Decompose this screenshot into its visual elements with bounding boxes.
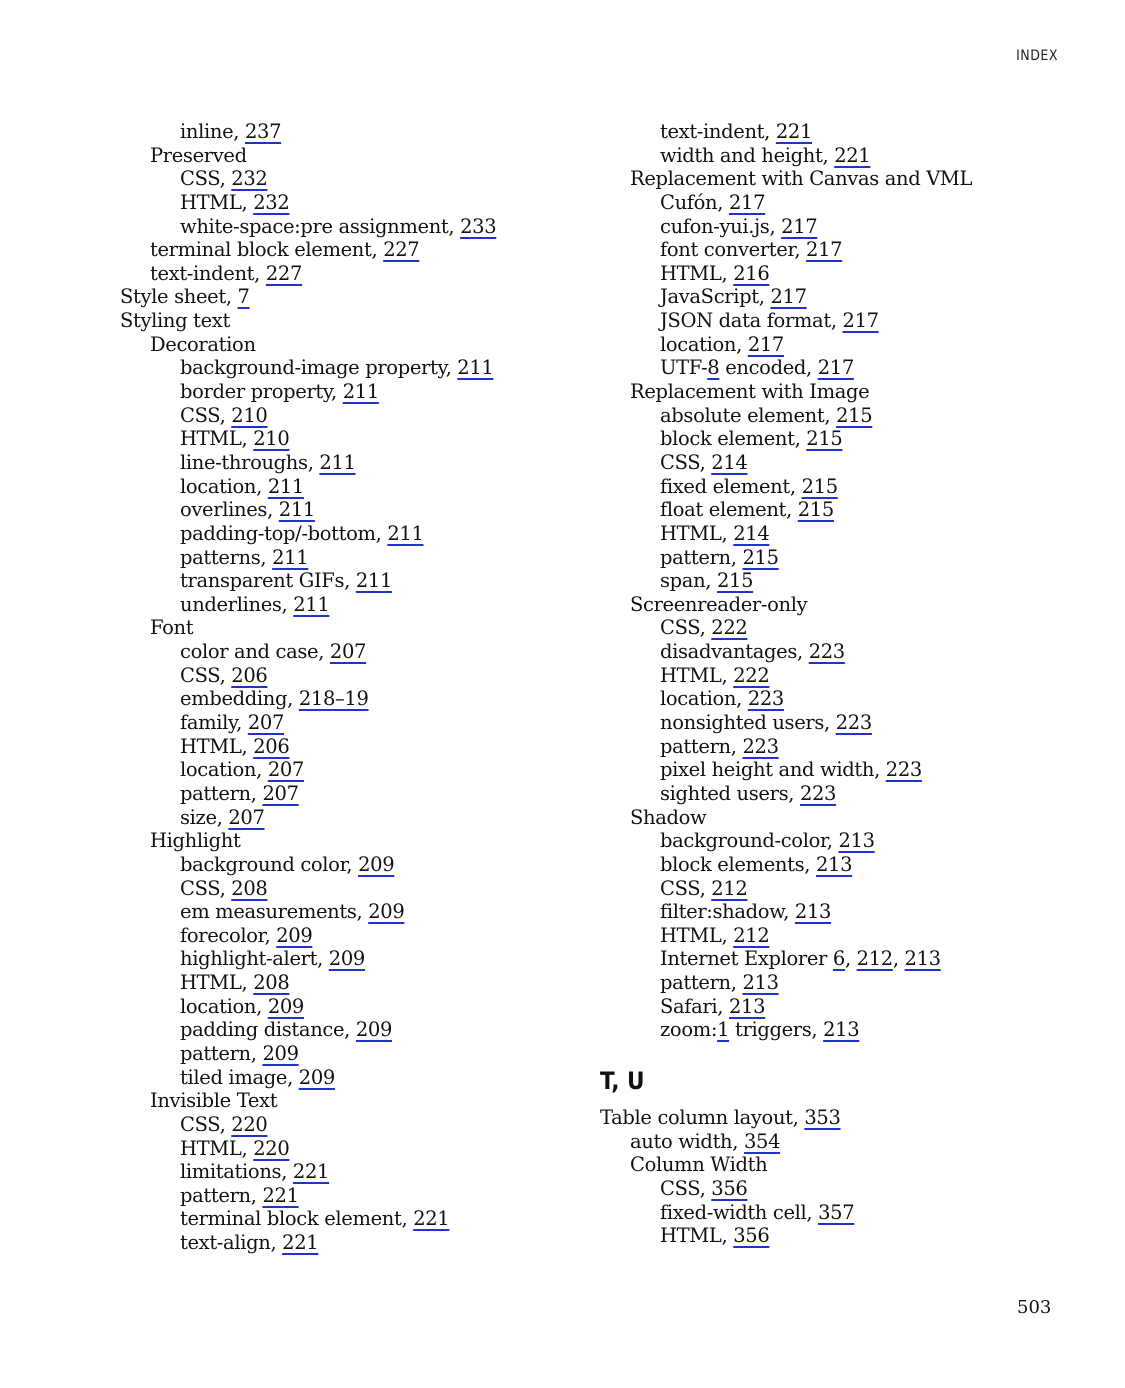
index-entry: fixed-width cell, 357 [660, 1200, 855, 1224]
index-entry: pattern, 209 [180, 1041, 299, 1065]
index-term: Preserved [150, 143, 247, 167]
index-term: Replacement with Canvas and VML [630, 167, 973, 191]
index-entry: CSS, 356 [660, 1176, 748, 1200]
page-reference-link[interactable]: 207 [329, 640, 367, 664]
page-reference-link[interactable]: 356 [711, 1176, 748, 1200]
index-entry: zoom:1 triggers, 213 [660, 1018, 860, 1042]
page-reference-link[interactable]: 213 [729, 994, 766, 1018]
index-entry: location, 207 [180, 758, 304, 782]
index-term: underlines [180, 592, 282, 616]
page-reference-link[interactable]: 227 [383, 238, 420, 262]
page-reference-link[interactable]: 357 [818, 1200, 855, 1224]
index-term: location [180, 474, 257, 498]
page-reference-link[interactable]: 215 [797, 498, 834, 522]
page-reference-link[interactable]: 213 [823, 1018, 860, 1042]
page-reference-link[interactable]: 210 [253, 427, 290, 451]
page-reference-link[interactable]: 215 [806, 427, 843, 451]
index-entry: padding-top/-bottom, 211 [180, 521, 424, 545]
page-reference-link[interactable]: 220 [231, 1112, 268, 1136]
index-term: width and height [660, 143, 823, 167]
index-term: pattern [180, 1183, 251, 1207]
index-term: background color [180, 852, 347, 876]
page-reference-link[interactable]: 220 [253, 1136, 290, 1160]
page-reference-link[interactable]: 223 [747, 687, 784, 711]
page-reference-link[interactable]: 209 [368, 900, 405, 924]
page-reference-link[interactable]: 212 [733, 923, 770, 947]
page-reference-link[interactable]: 353 [804, 1105, 841, 1129]
page-reference-link[interactable]: 209 [298, 1065, 335, 1089]
page-reference-link[interactable]: 209 [328, 947, 365, 971]
index-term: CSS [180, 167, 220, 191]
index-term: pixel height and width [660, 758, 875, 782]
page-reference-link[interactable]: 223 [742, 734, 779, 758]
index-term: Table column layout [600, 1105, 793, 1129]
index-term: CSS [180, 663, 220, 687]
page-reference-link[interactable]: 207 [228, 805, 265, 829]
index-entry: CSS, 222 [660, 616, 748, 640]
index-entry: UTF-8 encoded, 217 [660, 356, 854, 380]
index-entry: HTML, 220 [180, 1136, 290, 1160]
index-entry: location, 211 [180, 474, 304, 498]
index-entry [120, 333, 496, 357]
index-entry: pattern, 207 [180, 781, 299, 805]
index-term: HTML [660, 923, 722, 947]
page-reference-link[interactable]: 223 [808, 640, 845, 664]
index-entry: pixel height and width, 223 [660, 758, 922, 782]
index-entry: filter:shadow, 213 [660, 900, 832, 924]
index-term: absolute element [660, 403, 825, 427]
index-entry: HTML, 210 [180, 427, 290, 451]
index-term: pattern [660, 734, 731, 758]
page-reference-link[interactable]: 1 [717, 1018, 730, 1042]
index-term: Cufón [660, 190, 718, 214]
index-entry: border property, 211 [180, 380, 379, 404]
index-term: family [180, 711, 237, 735]
index-term: transparent GIFs [180, 569, 345, 593]
index-entry: text-indent, 227 [150, 261, 303, 285]
index-entry [600, 167, 972, 191]
index-entry: terminal block element, 221 [180, 1207, 450, 1231]
index-term: JavaScript [660, 285, 759, 309]
page-reference-link[interactable]: 232 [253, 190, 290, 214]
index-entry: inline, 237 [180, 120, 282, 143]
index-entry: HTML, 222 [660, 663, 770, 687]
index-term: Safari [660, 994, 718, 1018]
index-term: HTML [180, 1136, 242, 1160]
index-term: Invisible Text [150, 1089, 278, 1113]
index-term: CSS [660, 1176, 700, 1200]
index-term: Highlight [150, 829, 241, 853]
page-reference-link[interactable]: 221 [775, 120, 813, 143]
index-term: color and case [180, 640, 319, 664]
index-term: Styling text [120, 309, 230, 333]
index-entry: auto width, 354 [630, 1129, 781, 1153]
index-entry: patterns, 211 [180, 545, 309, 569]
page-reference-link[interactable]: 209 [267, 994, 304, 1018]
index-term: fixed element [660, 474, 790, 498]
index-entry: background-image property, 211 [180, 356, 494, 380]
index-entry: JSON data format, 217 [660, 309, 879, 333]
index-term: nonsighted users [660, 711, 825, 735]
index-entry [120, 829, 496, 853]
page-reference-link[interactable]: 210 [231, 403, 268, 427]
page-reference-link[interactable]: 216 [733, 261, 770, 285]
index-entry: JavaScript, 217 [660, 285, 807, 309]
index-entry: absolute element, 215 [660, 403, 873, 427]
index-entry: pattern, 215 [660, 545, 779, 569]
index-entry: HTML, 208 [180, 971, 290, 995]
page-reference-link[interactable]: 207 [262, 781, 299, 805]
page-reference-link[interactable]: 227 [265, 261, 303, 285]
page-reference-link[interactable]: 208 [231, 876, 268, 900]
index-entry: Table column layout, 353 [600, 1105, 841, 1129]
index-entry: disadvantages, 223 [660, 640, 845, 664]
page-reference-link[interactable]: 7 [237, 285, 250, 309]
index-term: white-space:pre assignment [180, 214, 449, 238]
page-reference-link[interactable]: 6 [832, 947, 845, 971]
page-reference-link[interactable]: 215 [801, 474, 838, 498]
index-term: cufon-yui.js [660, 214, 770, 238]
index-entry: limitations, 221 [180, 1160, 330, 1184]
index-entry: HTML, 212 [660, 923, 770, 947]
index-entry: size, 207 [180, 805, 265, 829]
index-entry: terminal block element, 227 [150, 238, 420, 262]
index-term: location [180, 758, 257, 782]
index-entry: Cufón, 217 [660, 190, 766, 214]
index-term: Column Width [630, 1153, 768, 1177]
page-reference-link[interactable]: 211 [457, 356, 494, 380]
index-term: HTML [180, 427, 242, 451]
index-entry: line-throughs, 211 [180, 450, 356, 474]
index-term: pattern [180, 781, 251, 805]
index-entry: nonsighted users, 223 [660, 711, 872, 735]
index-entry: transparent GIFs, 211 [180, 569, 393, 593]
index-entry: CSS, 212 [660, 876, 748, 900]
index-term: overlines [180, 498, 268, 522]
index-term: Replacement with Image [630, 380, 870, 404]
index-term: terminal block element [150, 238, 372, 262]
page-reference-link[interactable]: 354 [743, 1129, 781, 1153]
index-term: pattern [180, 1041, 251, 1065]
page-reference-link[interactable]: 217 [747, 332, 784, 356]
page-reference-link[interactable]: 211 [355, 569, 393, 593]
index-entry: font converter, 217 [660, 238, 843, 262]
index-term: forecolor [180, 923, 265, 947]
index-term: tiled image [180, 1065, 288, 1089]
index-term: CSS [660, 450, 700, 474]
index-entry: CSS, 220 [180, 1112, 268, 1136]
index-term: zoom:1 triggers [660, 1018, 812, 1042]
page-reference-link[interactable]: 237 [244, 120, 282, 143]
index-column-right [600, 120, 972, 1248]
page-reference-link[interactable]: 217 [842, 309, 879, 333]
index-entry: white-space:pre assignment, 233 [180, 214, 497, 238]
index-entry: CSS, 206 [180, 663, 268, 687]
index-entry [120, 309, 496, 333]
index-term: CSS [180, 403, 220, 427]
index-entry: tiled image, 209 [180, 1065, 335, 1089]
index-entry: HTML, 232 [180, 190, 290, 214]
index-term: pattern [660, 545, 731, 569]
section-heading: T, U [600, 1066, 645, 1095]
index-term: Style sheet [120, 285, 226, 309]
index-entry: Style sheet, 7 [120, 285, 250, 309]
index-term: UTF-8 encoded [660, 356, 807, 380]
index-term: inline [180, 120, 234, 143]
index-entry [600, 806, 972, 830]
index-entry: em measurements, 209 [180, 900, 405, 924]
index-term: font converter [660, 238, 795, 262]
page-reference-link[interactable]: 221 [282, 1231, 319, 1255]
index-entry: CSS, 208 [180, 876, 268, 900]
index-entry: HTML, 206 [180, 734, 290, 758]
page-reference-link[interactable]: 221 [413, 1207, 450, 1231]
page-reference-link[interactable]: 209 [358, 852, 395, 876]
index-term: HTML [660, 663, 722, 687]
page-reference-link[interactable]: 212 [856, 947, 893, 971]
page-reference-link[interactable]: 217 [781, 214, 818, 238]
index-column-left [120, 120, 496, 1255]
index-term: embedding [180, 687, 288, 711]
index-term: background-color [660, 829, 827, 853]
index-term: span [660, 569, 706, 593]
page-reference-link[interactable]: 213 [904, 947, 941, 971]
index-term: HTML [660, 521, 722, 545]
index-term: CSS [180, 876, 220, 900]
index-term: CSS [180, 1112, 220, 1136]
index-entry: block element, 215 [660, 427, 843, 451]
page-reference-link[interactable]: 218–19 [298, 687, 369, 711]
index-term: HTML [660, 261, 722, 285]
index-entry: HTML, 356 [660, 1224, 770, 1248]
index-entry: location, 217 [660, 332, 784, 356]
index-entry: location, 209 [180, 994, 304, 1018]
index-entry: pattern, 213 [660, 971, 779, 995]
index-term: Font [150, 616, 194, 640]
page-reference-link[interactable]: 211 [272, 545, 309, 569]
index-entry: pattern, 221 [180, 1183, 299, 1207]
index-entry [600, 1153, 972, 1177]
index-term: HTML [660, 1224, 722, 1248]
page-reference-link[interactable]: 206 [231, 663, 268, 687]
index-term: line-throughs [180, 450, 308, 474]
index-term: location [660, 332, 737, 356]
index-term: auto width [630, 1129, 733, 1153]
page-reference-link[interactable]: 222 [711, 616, 748, 640]
index-entry: family, 207 [180, 711, 285, 735]
page-reference-link[interactable]: 213 [815, 852, 853, 876]
page-reference-link[interactable]: 356 [733, 1224, 770, 1248]
running-head: INDEX [1016, 48, 1058, 64]
index-term: filter:shadow [660, 900, 784, 924]
index-entry: embedding, 218–19 [180, 687, 369, 711]
index-entry: sighted users, 223 [660, 781, 837, 805]
index-entry: span, 215 [660, 569, 754, 593]
index-entry [600, 380, 972, 404]
index-entry: HTML, 214 [660, 521, 770, 545]
page-reference-link[interactable]: 212 [711, 876, 748, 900]
page-reference-link[interactable]: 211 [387, 521, 424, 545]
index-term: Decoration [150, 332, 256, 356]
page-reference-link[interactable]: 217 [770, 285, 807, 309]
index-entry: block elements, 213 [660, 852, 853, 876]
index-entry: HTML, 216 [660, 261, 770, 285]
index-entry: CSS, 214 [660, 450, 748, 474]
page-reference-link[interactable]: 209 [262, 1041, 299, 1065]
page-reference-link[interactable]: 8 [707, 356, 720, 380]
page-reference-link[interactable]: 217 [817, 356, 854, 380]
page-reference-link[interactable]: 211 [278, 498, 315, 522]
page-reference-link[interactable]: 215 [716, 569, 754, 593]
page-reference-link[interactable]: 213 [794, 900, 832, 924]
index-term: terminal block element [180, 1207, 402, 1231]
index-term: HTML [180, 734, 242, 758]
index-entry: padding distance, 209 [180, 1018, 393, 1042]
index-term: pattern [660, 971, 731, 995]
index-term: text-align [180, 1231, 271, 1255]
index-entry: highlight-alert, 209 [180, 947, 365, 971]
page-reference-link[interactable]: 213 [742, 971, 779, 995]
index-term: block elements [660, 852, 805, 876]
index-term: Internet Explorer [660, 947, 828, 971]
page-reference-link[interactable]: 223 [799, 781, 837, 805]
index-term: CSS [660, 876, 700, 900]
page-reference-link[interactable]: 223 [835, 711, 872, 735]
index-term: text-indent [150, 261, 255, 285]
page-reference-link[interactable]: 208 [253, 971, 290, 995]
index-entry: text-align, 221 [180, 1231, 319, 1255]
index-entry: color and case, 207 [180, 640, 367, 664]
index-term: location [660, 687, 737, 711]
page-reference-link[interactable]: 206 [253, 734, 290, 758]
index-term: em measurements [180, 900, 357, 924]
index-entry [120, 1089, 496, 1113]
index-entry: forecolor, 209 [180, 923, 313, 947]
index-term: location [180, 994, 257, 1018]
index-entry [120, 144, 496, 168]
page-reference-link[interactable]: 214 [733, 521, 770, 545]
index-term: Screenreader-only [630, 592, 808, 616]
page-number: 503 [1017, 1297, 1052, 1318]
index-term: JSON data format [660, 309, 831, 333]
index-entry [120, 616, 496, 640]
index-term: float element [660, 498, 787, 522]
page-reference-link[interactable]: 207 [247, 711, 285, 735]
index-entry: pattern, 223 [660, 734, 779, 758]
page-reference-link[interactable]: 211 [267, 474, 304, 498]
page-reference-link[interactable]: 232 [231, 167, 268, 191]
page-reference-link[interactable]: 217 [806, 238, 843, 262]
index-entry: underlines, 211 [180, 592, 330, 616]
index-term: HTML [180, 971, 242, 995]
index-entry: Safari, 213 [660, 994, 766, 1018]
index-entry [600, 593, 972, 617]
page-reference-link[interactable]: 209 [276, 923, 313, 947]
index-entry: fixed element, 215 [660, 474, 838, 498]
page-reference-link[interactable]: 221 [262, 1183, 299, 1207]
page-reference-link[interactable]: 211 [293, 592, 330, 616]
index-term: limitations [180, 1160, 282, 1184]
index-entry: Internet Explorer 6, 212, 213 [660, 947, 941, 971]
index-entry: CSS, 232 [180, 167, 268, 191]
page-reference-link[interactable]: 233 [460, 214, 497, 238]
index-term: patterns [180, 545, 261, 569]
index-term: border property [180, 380, 331, 404]
page-reference-link[interactable]: 214 [711, 450, 748, 474]
page-reference-link[interactable]: 213 [838, 829, 875, 853]
index-term: Shadow [630, 805, 707, 829]
index-term: highlight-alert [180, 947, 318, 971]
page-reference-link[interactable]: 222 [733, 663, 770, 687]
page-reference-link[interactable]: 221 [834, 143, 871, 167]
index-entry: width and height, 221 [660, 143, 871, 167]
page-reference-link[interactable]: 217 [728, 190, 766, 214]
index-entry: CSS, 210 [180, 403, 268, 427]
index-term: CSS [660, 616, 700, 640]
page-reference-link[interactable]: 207 [267, 758, 304, 782]
index-entry: location, 223 [660, 687, 784, 711]
index-entry: cufon-yui.js, 217 [660, 214, 818, 238]
page-reference-link[interactable]: 209 [355, 1018, 393, 1042]
index-term: padding-top/-bottom [180, 521, 376, 545]
page-reference-link[interactable]: 211 [342, 380, 379, 404]
index-term: disadvantages [660, 640, 797, 664]
index-term: background-image property [180, 356, 446, 380]
page-reference-link[interactable]: 223 [885, 758, 922, 782]
index-term: size [180, 805, 217, 829]
index-entry: background color, 209 [180, 852, 395, 876]
index-term: HTML [180, 190, 242, 214]
index-entry: background-color, 213 [660, 829, 875, 853]
index-term: sighted users [660, 781, 789, 805]
index-entry: overlines, 211 [180, 498, 315, 522]
page-reference-link[interactable]: 211 [319, 450, 356, 474]
index-term: fixed-width cell [660, 1200, 807, 1224]
page-reference-link[interactable]: 215 [742, 545, 779, 569]
index-entry: text-indent, 221 [660, 120, 813, 143]
index-entry: float element, 215 [660, 498, 834, 522]
index-term: padding distance [180, 1018, 345, 1042]
index-term: block element [660, 427, 795, 451]
page-reference-link[interactable]: 215 [836, 403, 873, 427]
index-term: text-indent [660, 120, 765, 143]
page-reference-link[interactable]: 221 [292, 1160, 330, 1184]
